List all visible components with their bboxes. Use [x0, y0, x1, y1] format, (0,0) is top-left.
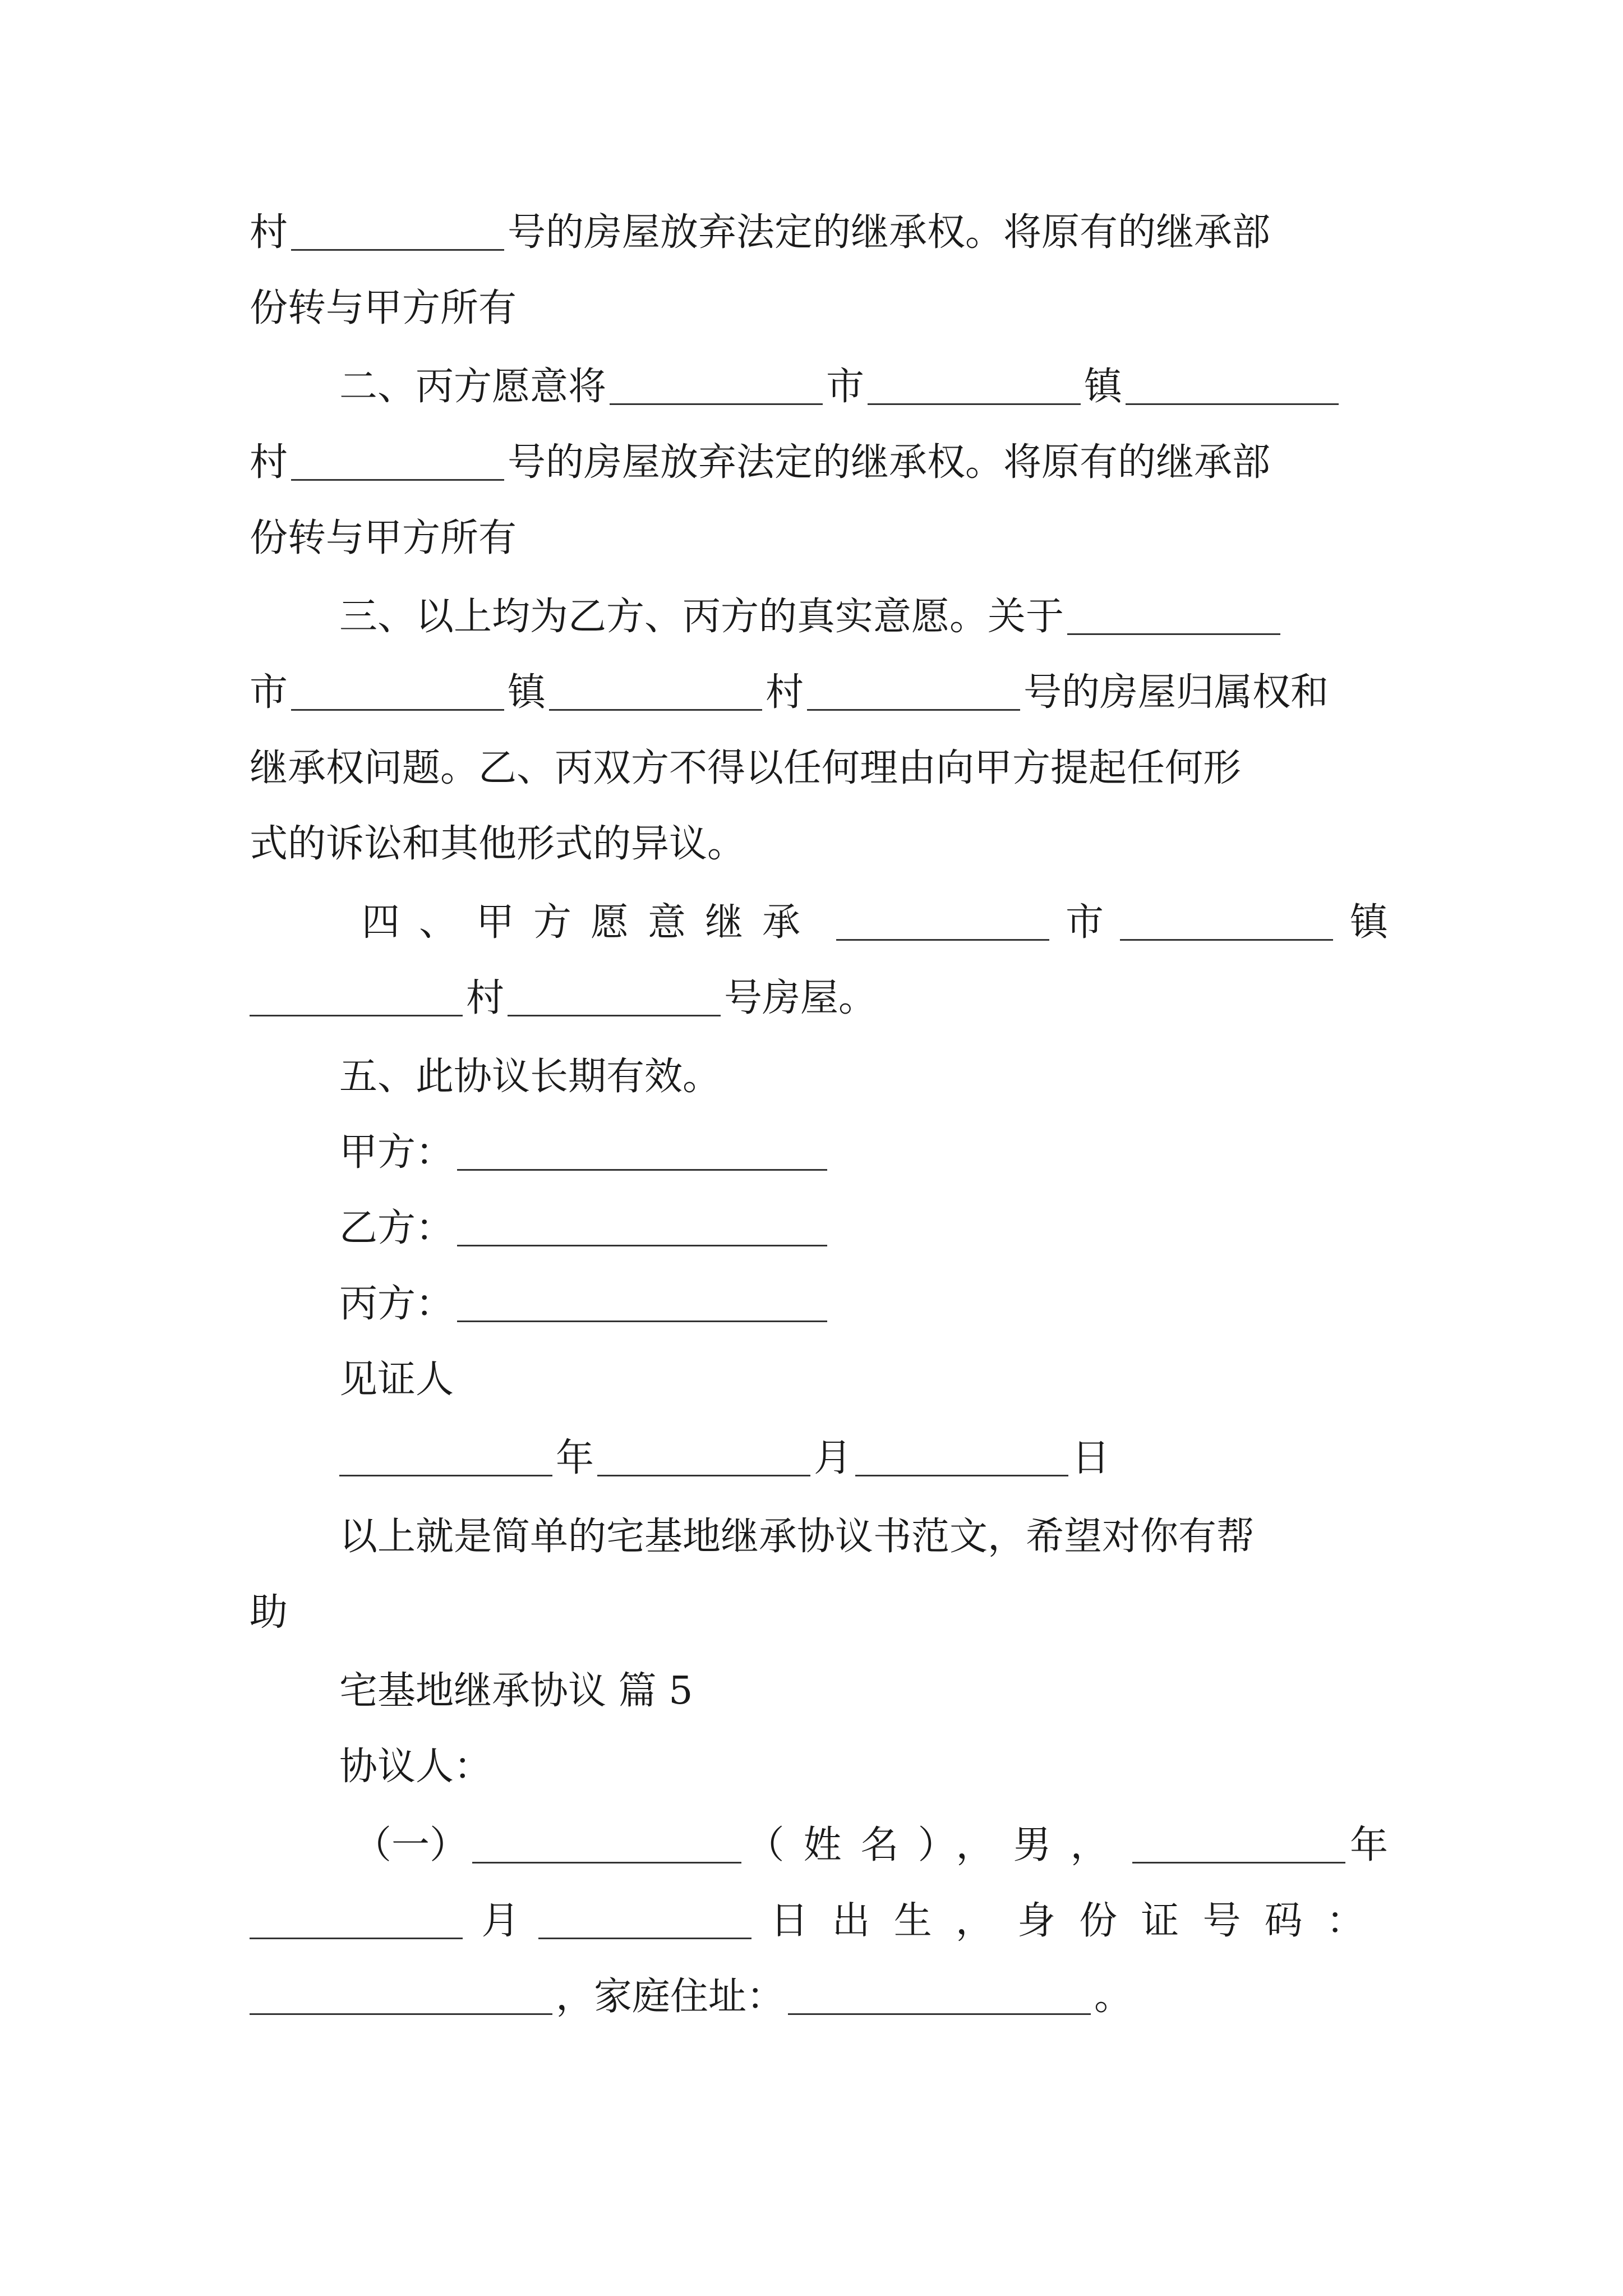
id-blank	[250, 2013, 552, 2015]
text: 市	[826, 365, 865, 409]
label: 乙方：	[339, 1206, 454, 1250]
date-line	[339, 1430, 1388, 1487]
parties-label	[339, 1739, 1388, 1795]
text: ，家庭住址：	[556, 1975, 785, 2019]
clause-4-line	[362, 895, 1388, 951]
party-1-line-3	[250, 1969, 1388, 2025]
text: 继承权问题。乙、丙双方不得以任何理由向甲方提起任何形	[250, 746, 1242, 790]
text: 助	[250, 1590, 288, 1635]
text: 月	[481, 1899, 520, 1943]
label: 见证人	[339, 1358, 454, 1402]
text: 日出生，身份证号码：	[770, 1899, 1388, 1943]
name-blank	[472, 1862, 741, 1864]
heading-text: 宅基地继承协议 篇 5	[339, 1669, 693, 1713]
text: 协议人：	[339, 1745, 492, 1789]
fill-blank	[291, 479, 504, 481]
text: 年	[1349, 1823, 1388, 1867]
month-blank	[597, 1475, 810, 1476]
text: 市	[1065, 900, 1104, 945]
paragraph-line	[250, 510, 1388, 567]
month-blank	[250, 1938, 463, 1939]
paragraph-line	[250, 970, 1388, 1027]
party-a-signature	[339, 1125, 1388, 1181]
party-b-signature	[339, 1200, 1388, 1257]
text: 村	[250, 440, 288, 485]
year-blank	[1132, 1862, 1345, 1864]
signature-blank	[457, 1320, 827, 1322]
paragraph-line	[250, 205, 1388, 261]
text: 。	[1094, 1975, 1133, 2019]
fill-blank	[1067, 633, 1280, 635]
fill-blank	[807, 709, 1020, 711]
text: 月	[814, 1436, 852, 1480]
text: 以上就是简单的宅基地继承协议书范文，希望对你有帮	[339, 1515, 1255, 1559]
text: 村	[250, 210, 288, 255]
year-blank	[339, 1475, 552, 1476]
text: 镇	[1084, 365, 1123, 409]
text: 号房屋。	[724, 976, 877, 1020]
address-blank	[788, 2013, 1091, 2015]
paragraph-line	[250, 280, 1388, 337]
label: 丙方：	[339, 1282, 454, 1326]
paragraph-line	[250, 740, 1388, 797]
signature-blank	[457, 1245, 827, 1246]
text: 村	[466, 976, 505, 1020]
fill-blank	[250, 1015, 463, 1016]
text: 份转与甲方所有	[250, 286, 517, 330]
clause-3-line	[339, 589, 1388, 645]
fill-blank	[836, 939, 1049, 941]
party-1-line	[353, 1818, 1388, 1874]
text: 五、此协议长期有效。	[339, 1055, 721, 1099]
party-1-line-2	[250, 1893, 1388, 1949]
text: 村	[766, 670, 804, 715]
paragraph-line	[250, 435, 1388, 491]
text: 镇	[1349, 900, 1388, 945]
fill-blank	[291, 709, 504, 711]
day-blank	[855, 1475, 1068, 1476]
text: （一）	[353, 1823, 468, 1867]
text: 份转与甲方所有	[250, 516, 517, 560]
fill-blank	[610, 403, 823, 405]
paragraph-line	[250, 816, 1388, 872]
section-heading	[339, 1663, 1388, 1719]
fill-blank	[1120, 939, 1333, 941]
label: 甲方：	[339, 1130, 454, 1175]
text: 三、以上均为乙方、丙方的真实意愿。关于	[339, 595, 1064, 639]
signature-blank	[457, 1169, 827, 1171]
text: 二、丙方愿意将	[339, 365, 607, 409]
paragraph-line	[250, 665, 1388, 721]
text: 号的房屋放弃法定的继承权。将原有的继承部	[508, 210, 1271, 255]
fill-blank	[549, 709, 762, 711]
text: 四、甲方愿意继承	[362, 900, 820, 945]
witness-label	[339, 1352, 1388, 1408]
fill-blank	[1126, 403, 1339, 405]
text: 号的房屋放弃法定的继承权。将原有的继承部	[508, 440, 1271, 485]
text: 年	[556, 1436, 594, 1480]
day-blank	[538, 1938, 751, 1939]
text: 式的诉讼和其他形式的异议。	[250, 822, 746, 866]
closing-note	[339, 1509, 1388, 1565]
text: 日	[1072, 1436, 1110, 1480]
text: 号的房屋归属权和	[1023, 670, 1329, 715]
clause-5-line	[339, 1049, 1388, 1105]
fill-blank	[508, 1015, 721, 1016]
clause-2-line	[339, 359, 1388, 415]
text: 镇	[508, 670, 546, 715]
text: （姓名），男，	[746, 1823, 1128, 1867]
text: 市	[250, 670, 288, 715]
closing-note-cont	[250, 1585, 1388, 1641]
fill-blank	[868, 403, 1081, 405]
party-c-signature	[339, 1276, 1388, 1332]
fill-blank	[291, 249, 504, 251]
